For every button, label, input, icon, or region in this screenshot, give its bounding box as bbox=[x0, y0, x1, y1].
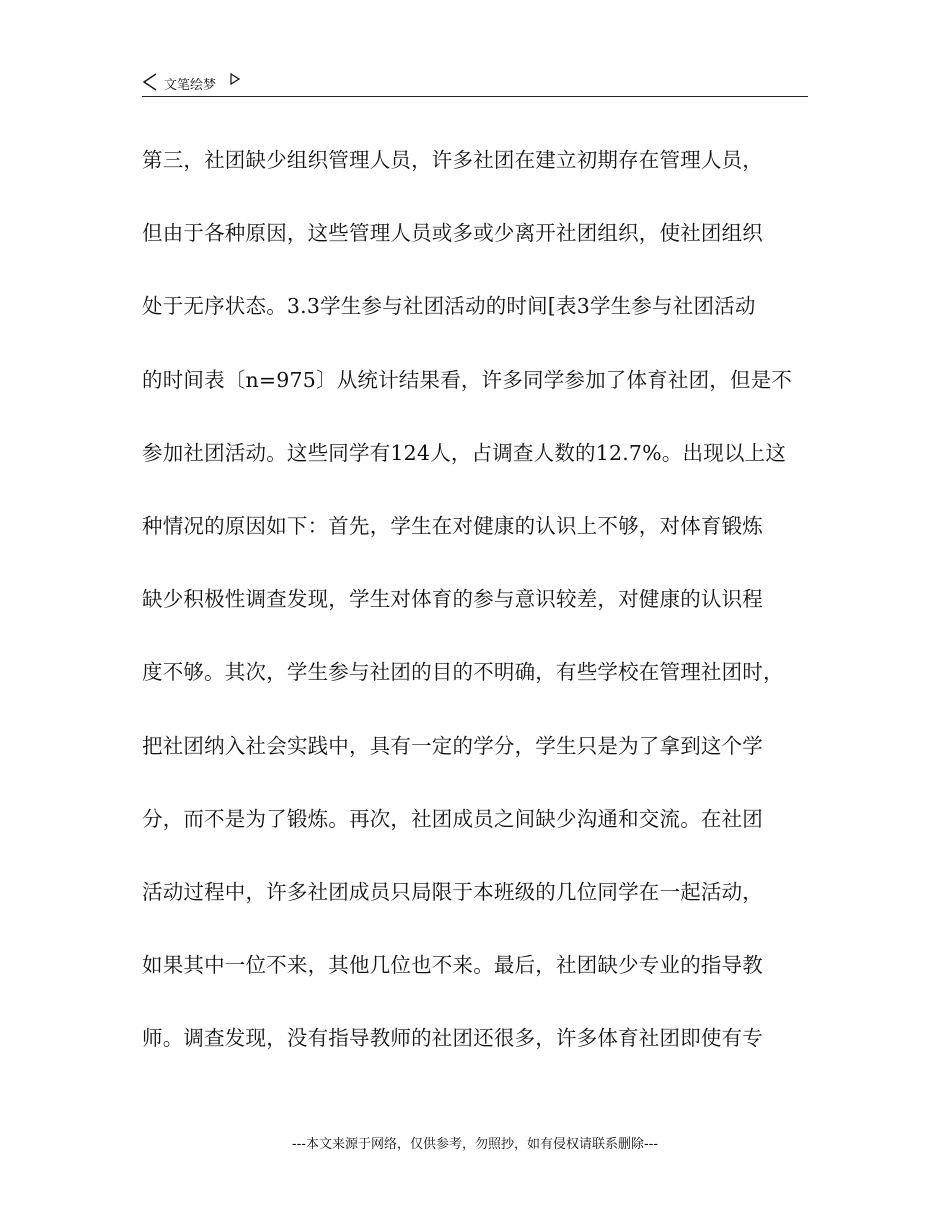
body-text bbox=[142, 124, 810, 1075]
page-header bbox=[142, 70, 808, 97]
text-line: 处于无序状态。3.3学生参与社团活动的时间[表3学生参与社团活动 bbox=[142, 294, 756, 319]
text-line: 师。调查发现，没有指导教师的社团还很多，许多体育社团即使有专 bbox=[142, 1026, 763, 1051]
text-line: 缺少积极性调查发现，学生对体育的参与意识较差，对健康的认识程 bbox=[142, 587, 763, 612]
text-line: 种情况的原因如下：首先，学生在对健康的认识上不够，对体育锻炼 bbox=[142, 513, 763, 538]
footer-disclaimer: ---本文来源于网络，仅供参考，勿照抄，如有侵权请联系删除--- bbox=[291, 1137, 659, 1152]
text-line: 的时间表〔n=975〕从统计结果看，许多同学参加了体育社团，但是不 bbox=[142, 367, 793, 392]
text-line: 分，而不是为了锻炼。再次，社团成员之间缺少沟通和交流。在社团 bbox=[142, 806, 763, 831]
text-line: 但由于各种原因，这些管理人员或多或少离开社团组织，使社团组织 bbox=[142, 221, 763, 246]
text-line: 把社团纳入社会实践中，具有一定的学分，学生只是为了拿到这个学 bbox=[142, 733, 763, 758]
text-line: 如果其中一位不来，其他几位也不来。最后，社团缺少专业的指导教 bbox=[142, 953, 763, 978]
triangle-right-icon bbox=[230, 73, 240, 85]
text-line: 活动过程中，许多社团成员只局限于本班级的几位同学在一起活动， bbox=[142, 879, 763, 904]
text-line: 参加社团活动。这些同学有124人，占调查人数的12.7%。出现以上这 bbox=[142, 440, 787, 465]
triangle-left-icon bbox=[142, 73, 158, 91]
header-title: 文笔绘梦 bbox=[164, 78, 217, 93]
text-line: 第三，社团缺少组织管理人员，许多社团在建立初期存在管理人员， bbox=[142, 148, 763, 172]
text-line: 度不够。其次，学生参与社团的目的不明确，有些学校在管理社团时， bbox=[142, 660, 784, 685]
